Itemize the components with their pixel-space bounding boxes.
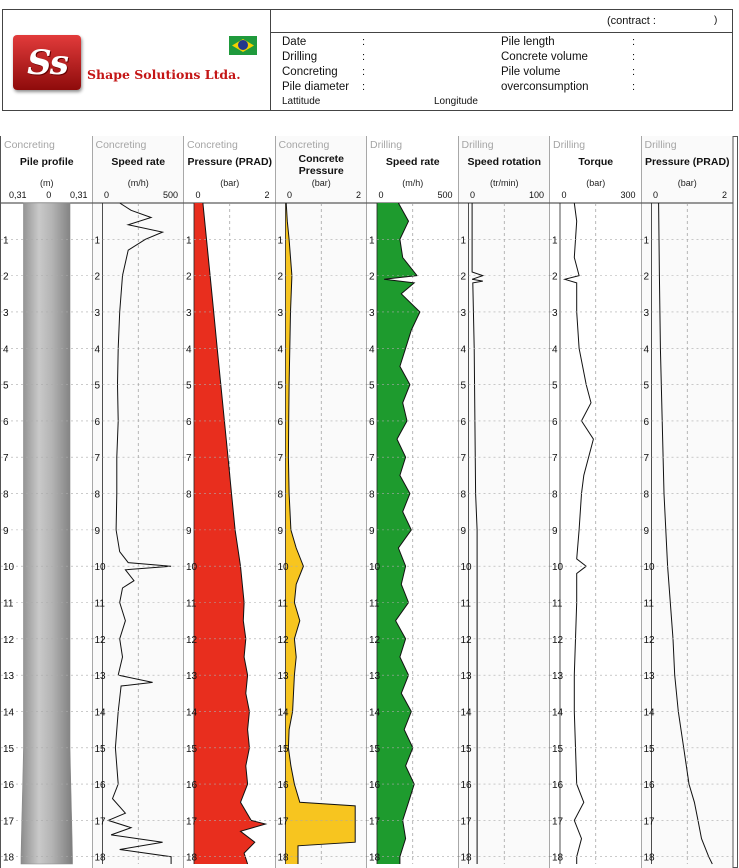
depth-tick-label: 13 xyxy=(94,671,106,683)
column-unit: (m/h) xyxy=(127,178,149,188)
depth-tick-label: 7 xyxy=(186,453,192,465)
depth-tick-label: 7 xyxy=(369,453,375,465)
x-tick-label: 2 xyxy=(355,190,361,200)
column-category: Drilling xyxy=(370,139,403,151)
company-logo xyxy=(13,35,81,90)
depth-tick-label: 11 xyxy=(277,598,288,610)
depth-tick-label: 3 xyxy=(186,307,192,319)
report-header xyxy=(2,9,733,111)
depth-tick-label: 5 xyxy=(552,380,558,392)
depth-tick-label: 6 xyxy=(3,416,9,428)
column-category: Concreting xyxy=(95,139,147,151)
drilling-sep: : xyxy=(362,51,366,63)
depth-tick-label: 15 xyxy=(277,743,289,755)
depth-tick-label: 5 xyxy=(186,380,192,392)
column-6 xyxy=(459,136,551,868)
column-category: Drilling xyxy=(644,139,677,151)
column-title: Pile profile xyxy=(19,156,74,168)
depth-tick-label: 11 xyxy=(460,598,471,610)
x-tick-label: 0 xyxy=(195,190,201,200)
x-tick-label: 0 xyxy=(469,190,476,200)
depth-tick-label: 9 xyxy=(3,525,9,537)
depth-tick-label: 4 xyxy=(460,344,467,356)
depth-tick-label: 3 xyxy=(552,307,558,319)
depth-tick-label: 2 xyxy=(3,271,9,283)
depth-tick-label: 4 xyxy=(94,344,101,356)
depth-tick-label: 9 xyxy=(94,525,101,537)
column-unit: (tr/min) xyxy=(490,178,519,188)
depth-tick-label: 18 xyxy=(460,852,472,864)
depth-tick-label: 2 xyxy=(460,271,467,283)
depth-tick-label: 16 xyxy=(460,780,472,792)
depth-tick-label: 17 xyxy=(460,816,472,828)
depth-tick-label: 12 xyxy=(94,634,106,646)
depth-tick-label: 11 xyxy=(643,598,654,610)
depth-tick-label: 8 xyxy=(460,489,467,501)
depth-tick-label: 14 xyxy=(3,707,15,719)
depth-tick-label: 9 xyxy=(460,525,467,537)
depth-tick-label: 17 xyxy=(643,816,655,828)
depth-tick-label: 14 xyxy=(94,707,106,719)
x-tick-label: 500 xyxy=(162,190,178,200)
depth-tick-label: 15 xyxy=(3,743,15,755)
depth-tick-label: 4 xyxy=(186,344,192,356)
depth-tick-label: 17 xyxy=(186,816,198,828)
depth-tick-label: 7 xyxy=(552,453,558,465)
depth-tick-label: 9 xyxy=(552,525,558,537)
date-sep: : xyxy=(362,36,366,48)
x-tick-label: 0 xyxy=(46,190,52,200)
depth-tick-label: 16 xyxy=(3,780,15,792)
column-3 xyxy=(184,136,276,868)
concreting-label: Concreting xyxy=(282,66,338,78)
depth-tick-label: 17 xyxy=(369,816,381,828)
column-category: Concreting xyxy=(4,139,55,151)
depth-tick-label: 1 xyxy=(277,235,284,247)
depth-tick-label: 18 xyxy=(186,852,198,864)
depth-tick-label: 14 xyxy=(277,707,289,719)
depth-tick-label: 13 xyxy=(3,671,15,683)
column-category: Concreting xyxy=(187,139,238,151)
depth-tick-label: 10 xyxy=(552,562,564,574)
depth-tick-label: 8 xyxy=(186,489,192,501)
depth-tick-label: 6 xyxy=(186,416,192,428)
depth-tick-label: 3 xyxy=(94,307,101,319)
depth-tick-label: 7 xyxy=(643,453,650,465)
depth-tick-label: 16 xyxy=(277,780,289,792)
depth-tick-label: 13 xyxy=(186,671,198,683)
pile-diameter-sep: : xyxy=(362,81,366,93)
depth-tick-label: 3 xyxy=(460,307,467,319)
depth-tick-label: 12 xyxy=(552,634,564,646)
column-title: Pressure (PRAD) xyxy=(187,156,273,168)
x-tick-label: 0,31 xyxy=(9,190,27,200)
depth-tick-label: 16 xyxy=(94,780,106,792)
pile-profile-shape xyxy=(21,203,73,864)
depth-tick-label: 6 xyxy=(94,416,101,428)
depth-tick-label: 16 xyxy=(369,780,381,792)
column-unit: (m/h) xyxy=(402,178,424,188)
x-tick-label: 500 xyxy=(437,190,453,200)
depth-tick-label: 1 xyxy=(643,235,650,247)
depth-tick-label: 14 xyxy=(369,707,381,719)
concreting-sep: : xyxy=(362,66,366,78)
column-unit: (bar) xyxy=(586,178,606,188)
column-title: Concrete xyxy=(298,153,345,165)
x-tick-label: 0 xyxy=(286,190,293,200)
depth-tick-label: 6 xyxy=(277,416,284,428)
depth-tick-label: 5 xyxy=(94,380,101,392)
depth-tick-label: 13 xyxy=(460,671,472,683)
depth-tick-label: 10 xyxy=(369,562,381,574)
depth-tick-label: 18 xyxy=(277,852,289,864)
depth-tick-label: 15 xyxy=(552,743,564,755)
column-category: Concreting xyxy=(278,139,330,151)
depth-tick-label: 3 xyxy=(643,307,650,319)
company-branding xyxy=(3,10,271,110)
depth-tick-label: 10 xyxy=(643,562,655,574)
depth-tick-label: 17 xyxy=(277,816,289,828)
depth-tick-label: 14 xyxy=(186,707,198,719)
depth-tick-label: 1 xyxy=(186,235,192,247)
column-unit: (bar) xyxy=(220,178,240,188)
depth-tick-label: 12 xyxy=(643,634,655,646)
depth-tick-label: 7 xyxy=(3,453,9,465)
depth-tick-label: 9 xyxy=(369,525,375,537)
depth-tick-label: 6 xyxy=(552,416,558,428)
column-4 xyxy=(276,136,368,868)
pile-info-panel xyxy=(271,10,732,110)
depth-tick-label: 4 xyxy=(552,344,558,356)
column-7 xyxy=(550,136,642,868)
depth-tick-label: 3 xyxy=(369,307,375,319)
depth-tick-label: 17 xyxy=(552,816,564,828)
contract-label: (contract : xyxy=(607,15,656,27)
date-label: Date xyxy=(282,36,307,48)
depth-tick-label: 15 xyxy=(460,743,472,755)
depth-tick-label: 9 xyxy=(643,525,650,537)
depth-tick-label: 10 xyxy=(460,562,472,574)
depth-tick-label: 2 xyxy=(94,271,101,283)
depth-tick-label: 10 xyxy=(277,562,289,574)
depth-tick-label: 3 xyxy=(3,307,9,319)
pile-diameter-label: Pile diameter xyxy=(282,81,350,93)
depth-tick-label: 2 xyxy=(643,271,650,283)
depth-tick-label: 1 xyxy=(552,235,558,247)
depth-tick-label: 10 xyxy=(186,562,198,574)
depth-tick-label: 7 xyxy=(277,453,284,465)
column-5 xyxy=(367,136,459,868)
pile-length-label: Pile length xyxy=(501,36,555,48)
depth-tick-label: 15 xyxy=(369,743,381,755)
depth-tick-label: 9 xyxy=(277,525,284,537)
longitude-label: Longitude xyxy=(434,96,478,107)
x-tick-label: 0 xyxy=(561,190,567,200)
depth-tick-label: 15 xyxy=(94,743,106,755)
depth-tick-label: 11 xyxy=(369,598,380,610)
depth-tick-label: 6 xyxy=(369,416,375,428)
depth-tick-label: 15 xyxy=(186,743,198,755)
depth-tick-label: 11 xyxy=(552,598,563,610)
depth-tick-label: 11 xyxy=(3,598,14,610)
contract-close: ) xyxy=(714,15,718,26)
depth-tick-label: 10 xyxy=(94,562,106,574)
depth-tick-label: 18 xyxy=(643,852,655,864)
depth-tick-label: 12 xyxy=(3,634,15,646)
depth-tick-label: 13 xyxy=(552,671,564,683)
depth-tick-label: 12 xyxy=(460,634,472,646)
depth-tick-label: 1 xyxy=(369,235,375,247)
depth-tick-label: 12 xyxy=(186,634,198,646)
depth-tick-label: 11 xyxy=(186,598,197,610)
pile-log-chart xyxy=(0,136,739,868)
depth-tick-label: 7 xyxy=(94,453,101,465)
depth-tick-label: 5 xyxy=(643,380,650,392)
column-title: Speed rate xyxy=(385,156,440,168)
pile-volume-sep: : xyxy=(632,66,636,78)
depth-tick-label: 14 xyxy=(552,707,564,719)
company-name: Shape Solutions Ltda. xyxy=(87,67,241,82)
depth-tick-label: 2 xyxy=(186,271,192,283)
logo-letters: Ss xyxy=(27,43,67,83)
depth-tick-label: 12 xyxy=(277,634,289,646)
depth-tick-label: 16 xyxy=(643,780,655,792)
depth-tick-label: 6 xyxy=(643,416,650,428)
depth-tick-label: 10 xyxy=(3,562,15,574)
x-tick-label: 0,31 xyxy=(69,190,88,200)
x-tick-label: 2 xyxy=(721,190,727,200)
depth-tick-label: 8 xyxy=(277,489,284,501)
brazil-flag-icon xyxy=(229,36,257,55)
chart-svg xyxy=(0,136,739,868)
column-2 xyxy=(93,136,185,868)
contract-row xyxy=(271,10,732,33)
depth-tick-label: 8 xyxy=(94,489,101,501)
depth-tick-label: 13 xyxy=(643,671,655,683)
pile-volume-label: Pile volume xyxy=(501,66,561,78)
depth-tick-label: 4 xyxy=(369,344,375,356)
column-unit: (bar) xyxy=(311,178,331,188)
x-tick-label: 0 xyxy=(103,190,110,200)
depth-tick-label: 17 xyxy=(3,816,15,828)
depth-tick-label: 13 xyxy=(369,671,381,683)
column-8 xyxy=(642,136,734,868)
depth-tick-label: 2 xyxy=(369,271,375,283)
concrete-volume-sep: : xyxy=(632,51,636,63)
depth-tick-label: 18 xyxy=(552,852,564,864)
depth-tick-label: 16 xyxy=(186,780,198,792)
depth-tick-label: 3 xyxy=(277,307,284,319)
depth-tick-label: 12 xyxy=(369,634,381,646)
depth-tick-label: 13 xyxy=(277,671,289,683)
column-title: Speed rate xyxy=(111,156,166,168)
depth-tick-label: 18 xyxy=(369,852,381,864)
depth-tick-label: 15 xyxy=(643,743,655,755)
column-title-line2: Pressure xyxy=(298,165,344,177)
depth-tick-label: 1 xyxy=(94,235,101,247)
depth-tick-label: 5 xyxy=(460,380,467,392)
column-title: Pressure (PRAD) xyxy=(644,156,730,168)
column-1 xyxy=(1,136,93,868)
depth-tick-label: 8 xyxy=(643,489,650,501)
depth-tick-label: 5 xyxy=(277,380,284,392)
depth-tick-label: 8 xyxy=(552,489,558,501)
x-tick-label: 100 xyxy=(528,190,544,200)
overconsumption-label: overconsumption xyxy=(501,81,589,93)
x-tick-label: 2 xyxy=(264,190,270,200)
depth-tick-label: 14 xyxy=(460,707,472,719)
depth-tick-label: 9 xyxy=(186,525,192,537)
overconsumption-sep: : xyxy=(632,81,636,93)
column-title: Torque xyxy=(578,156,614,168)
depth-tick-label: 18 xyxy=(94,852,106,864)
column-category: Drilling xyxy=(553,139,586,151)
column-category: Drilling xyxy=(461,139,494,151)
depth-tick-label: 8 xyxy=(3,489,9,501)
depth-tick-label: 4 xyxy=(3,344,9,356)
depth-tick-label: 2 xyxy=(552,271,558,283)
depth-tick-label: 8 xyxy=(369,489,375,501)
depth-tick-label: 5 xyxy=(369,380,375,392)
latitude-label: Lattitude xyxy=(282,96,321,107)
column-title: Speed rotation xyxy=(467,156,542,168)
depth-tick-label: 11 xyxy=(94,598,105,610)
x-tick-label: 0 xyxy=(378,190,384,200)
pile-length-sep: : xyxy=(632,36,636,48)
drilling-label: Drilling xyxy=(282,51,318,63)
depth-tick-label: 16 xyxy=(552,780,564,792)
depth-tick-label: 17 xyxy=(94,816,106,828)
x-tick-label: 300 xyxy=(620,190,636,200)
column-unit: (m) xyxy=(40,178,54,188)
depth-tick-label: 7 xyxy=(460,453,467,465)
depth-tick-label: 1 xyxy=(460,235,467,247)
x-tick-label: 0 xyxy=(652,190,659,200)
depth-tick-label: 14 xyxy=(643,707,655,719)
depth-tick-label: 1 xyxy=(3,235,9,247)
depth-tick-label: 18 xyxy=(3,852,15,864)
concrete-volume-label: Concrete volume xyxy=(501,51,588,63)
column-unit: (bar) xyxy=(677,178,697,188)
depth-tick-label: 6 xyxy=(460,416,467,428)
depth-tick-label: 2 xyxy=(277,271,284,283)
depth-tick-label: 4 xyxy=(643,344,650,356)
depth-tick-label: 4 xyxy=(277,344,284,356)
depth-tick-label: 5 xyxy=(3,380,9,392)
